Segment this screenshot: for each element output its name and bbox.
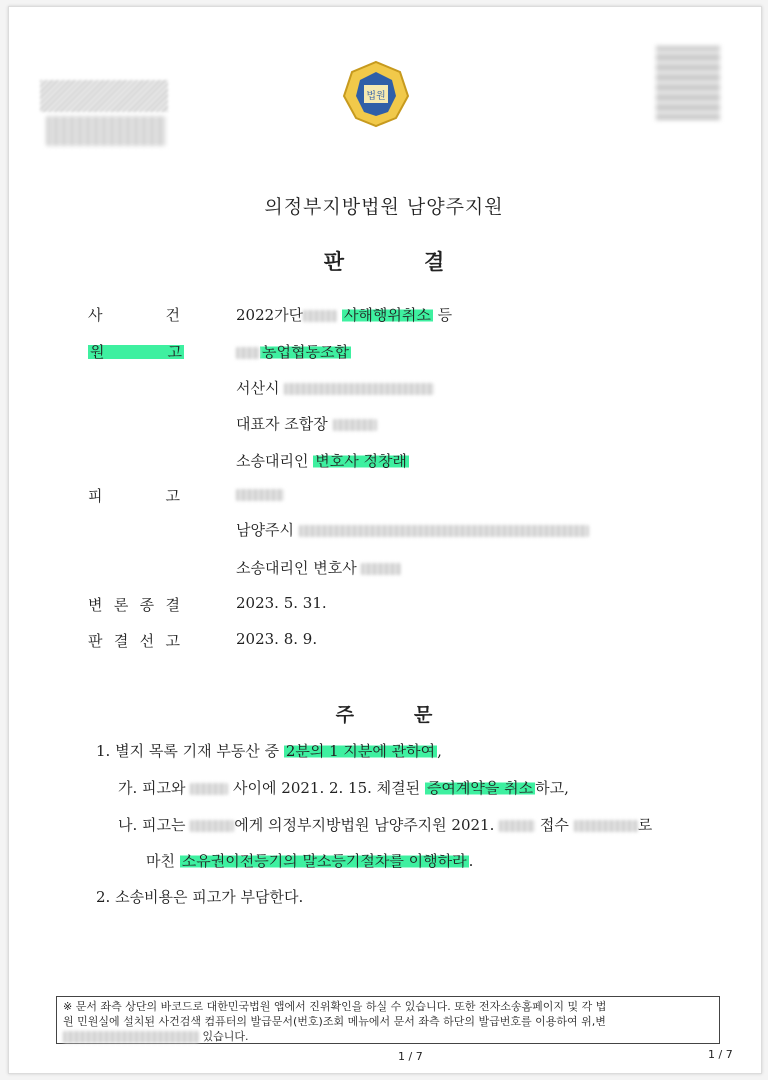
order-heading: 주 문 bbox=[335, 704, 433, 726]
notice-line: ※ 문서 좌측 상단의 바코드로 대한민국법원 앱에서 진위확인을 하실 수 있습니다. 또한 전자소송홈페이지 및 각 법 bbox=[63, 1000, 607, 1013]
title-char: 판 bbox=[323, 249, 344, 274]
defendant-address: 남양주시 bbox=[236, 519, 589, 540]
barcode-redacted bbox=[40, 80, 168, 112]
page-number: 1 / 7 bbox=[398, 1050, 423, 1063]
document-page bbox=[8, 6, 762, 1074]
case-value: 2022가단 사해행위취소 등 bbox=[236, 306, 453, 324]
plaintiff-representative: 대표자 조합장 bbox=[236, 413, 377, 434]
notice-line: 원 민원실에 설치된 사건검색 컴퓨터의 발급문서(번호)조회 메뉴에서 문서 좌측 하단의 발급번호를 이용하여 위,변 bbox=[63, 1015, 606, 1028]
defendant-label: 피 고 bbox=[88, 487, 180, 505]
court-name: 의정부지방법원 남양주지원 bbox=[264, 196, 504, 218]
plaintiff-name: 농업협동조합 bbox=[236, 341, 351, 362]
issue-number-redacted bbox=[46, 116, 166, 146]
order-paragraph-3: 나. 피고는 에게 의정부지방법원 남양주지원 2021. 접수 로 bbox=[118, 816, 653, 834]
plaintiff-address: 서산시 bbox=[236, 377, 434, 398]
verdict-date: 2023. 8. 9. bbox=[236, 630, 318, 648]
page-number-corner: 1 / 7 bbox=[708, 1048, 733, 1061]
order-paragraph-5: 2. 소송비용은 피고가 부담한다. bbox=[96, 888, 304, 906]
case-label: 사 건 bbox=[88, 306, 180, 324]
qr-code-redacted bbox=[656, 46, 720, 120]
seal-text: 법원 bbox=[366, 91, 386, 102]
order-paragraph-2: 가. 피고와 사이에 2021. 2. 15. 체결된 증여계약을 취소 하고, bbox=[118, 779, 569, 797]
plaintiff-agent: 소송대리인 변호사 정창래 bbox=[236, 452, 407, 470]
document-title bbox=[0, 246, 768, 276]
order-paragraph-1: 1. 별지 목록 기재 부동산 중 2분의 1 지분에 관하여 , bbox=[96, 742, 442, 760]
close-date: 2023. 5. 31. bbox=[236, 594, 327, 612]
title-char: 결 bbox=[424, 249, 445, 274]
order-paragraph-4: 마친 소유권이전등기의 말소등기절차를 이행하라 . bbox=[146, 852, 474, 870]
defendant-agent: 소송대리인 변호사 bbox=[236, 557, 401, 578]
court-seal-icon bbox=[340, 58, 412, 130]
close-label: 변 론 종 결 bbox=[88, 596, 180, 614]
notice-line: 있습니다. bbox=[63, 1029, 713, 1044]
plaintiff-label: 원 고 bbox=[90, 343, 182, 361]
case-name-highlight: 사해행위취소 bbox=[343, 306, 431, 324]
verification-notice bbox=[56, 996, 720, 1044]
verdict-label: 판 결 선 고 bbox=[88, 632, 180, 650]
defendant-name bbox=[236, 485, 284, 503]
